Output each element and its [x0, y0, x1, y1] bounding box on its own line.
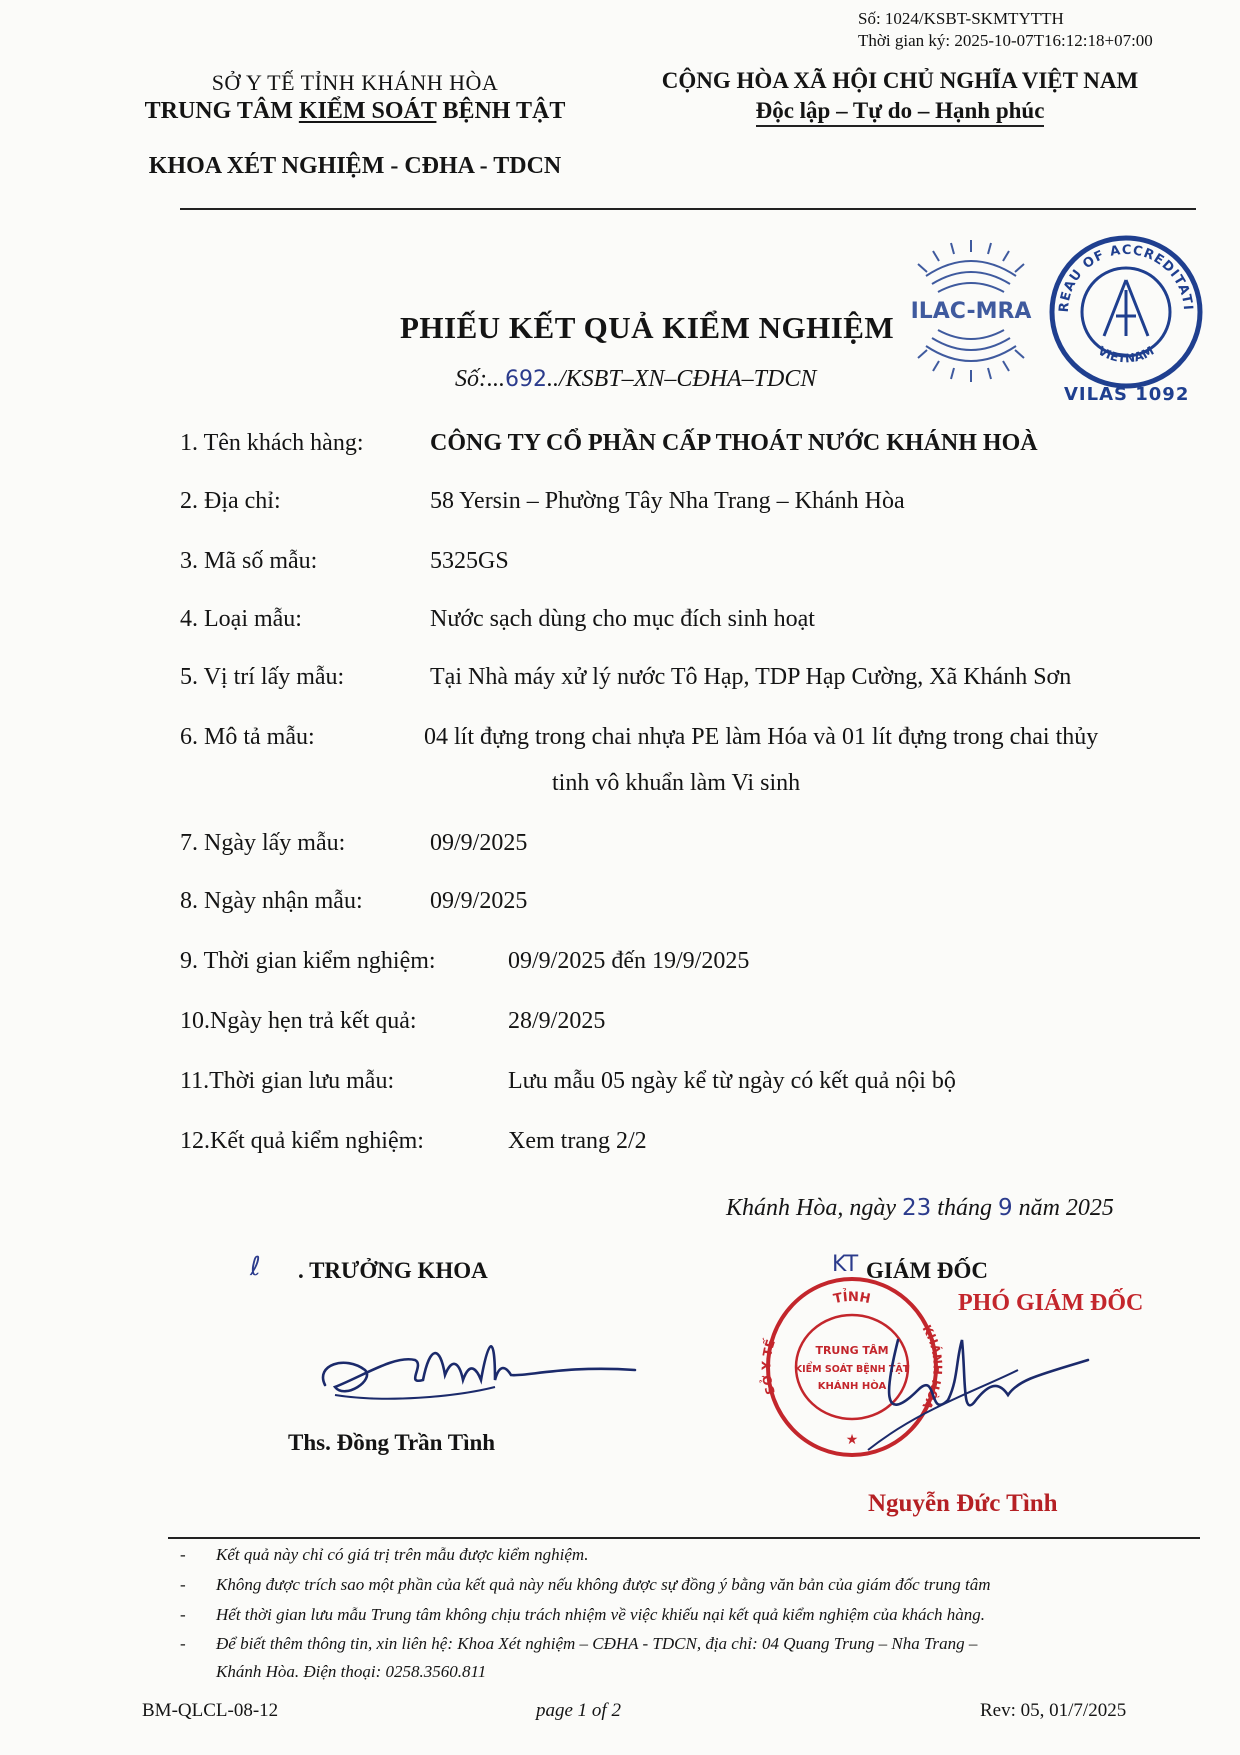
form-code: BM-QLCL-08-12 — [142, 1700, 279, 1721]
note-text: Kết quả này chỉ có giá trị trên mẫu được kiểm nghiệm. — [216, 1545, 589, 1564]
head-of-department-title: . TRƯỞNG KHOA — [298, 1258, 488, 1283]
center-name — [95, 98, 615, 125]
field-label: 7. Ngày lấy mẫu: — [180, 830, 346, 856]
field-label: 11.Thời gian lưu mẫu: — [180, 1068, 395, 1094]
seal-ring-right: KHÁNH HÒA — [919, 1322, 945, 1412]
deputy-director-signature — [858, 1320, 1098, 1460]
lab-department: KHOA XÉT NGHIỆM - CĐHA - TDCN — [148, 153, 562, 179]
note-text: Khánh Hòa. Điện thoại: 0258.3560.811 — [216, 1662, 487, 1681]
bureau-of-accreditation-seal — [1039, 221, 1206, 392]
deputy-director-title: PHÓ GIÁM ĐỐC — [958, 1290, 1144, 1316]
field-value: 58 Yersin – Phường Tây Nha Trang – Khánh Hòa — [430, 488, 905, 514]
place-date-prefix: Khánh Hòa, ngày — [726, 1195, 896, 1221]
header-divider — [180, 208, 1196, 210]
field-value: 09/9/2025 — [430, 830, 528, 856]
place-date-month: 9 — [997, 1195, 1013, 1221]
ilac-mra-logo — [896, 236, 1046, 386]
seal-ring-top: TỈNH — [832, 1289, 872, 1308]
field-value: 04 lít đựng trong chai nhựa PE làm Hóa và 01 lít đựng trong chai thủy — [424, 724, 1099, 750]
place-date-day: 23 — [902, 1195, 932, 1221]
digital-signature-number: Số: 1024/KSBT-SKMTYTTH — [858, 9, 1064, 28]
national-title: CỘNG HÒA XÃ HỘI CHỦ NGHĨA VIỆT NAM — [661, 68, 1139, 93]
center-name-suffix: BỆNH TẬT — [436, 98, 566, 124]
approval-mark: ℓ — [250, 1252, 261, 1282]
note-text: Để biết thêm thông tin, xin liên hệ: Khoa Xét nghiệm – CĐHA - TDCN, địa chỉ: 04 Quang Trung – Nha Trang – — [216, 1634, 978, 1653]
svg-text:TỈNH — [832, 1288, 871, 1307]
field-value: Xem trang 2/2 — [508, 1128, 647, 1154]
header-right — [630, 68, 1170, 127]
field-value: Tại Nhà máy xử lý nước Tô Hạp, TDP Hạp Cường, Xã Khánh Sơn — [430, 664, 1072, 690]
document-title: PHIẾU KẾT QUẢ KIỂM NGHIỆM — [400, 310, 895, 345]
director-title: GIÁM ĐỐC — [866, 1258, 989, 1283]
svg-text:★: ★ — [845, 1432, 859, 1448]
digital-signature — [858, 8, 1153, 52]
field-value: Lưu mẫu 05 ngày kể từ ngày có kết quả nội bộ — [508, 1068, 956, 1094]
svg-text:SỞ Y TẾ — [758, 1336, 779, 1396]
field-label: 10.Ngày hẹn trả kết quả: — [180, 1008, 417, 1034]
deputy-director-name: Nguyễn Đức Tình — [868, 1490, 1058, 1517]
field-value: 09/9/2025 — [430, 888, 528, 914]
field-label: 8. Ngày nhận mẫu: — [180, 888, 363, 914]
center-name-prefix: TRUNG TÂM — [144, 98, 299, 124]
field-label: 3. Mã số mẫu: — [180, 548, 318, 574]
field-label: 2. Địa chỉ: — [180, 488, 281, 514]
document-number-suffix: ../KSBT–XN–CĐHA–TDCN — [547, 366, 817, 392]
document-number — [455, 366, 816, 393]
page-indicator: page 1 of 2 — [536, 1700, 621, 1721]
field-label: 6. Mô tả mẫu: — [180, 724, 315, 750]
seal-center-line1: TRUNG TÂM — [815, 1344, 889, 1357]
field-value: 09/9/2025 đến 19/9/2025 — [508, 948, 750, 974]
vilas-number: VILAS 1092 — [1064, 384, 1190, 405]
head-of-department-signature — [305, 1325, 645, 1415]
on-behalf-initial: KT — [832, 1252, 859, 1277]
footer-divider — [168, 1537, 1200, 1539]
field-value: 28/9/2025 — [508, 1008, 606, 1034]
place-and-date — [726, 1195, 1114, 1222]
document-number-handwritten: 692 — [505, 367, 547, 392]
field-label: 1. Tên khách hàng: — [180, 430, 364, 456]
seal-center-line2: KIỂM SOÁT BỆNH TẬT — [794, 1364, 910, 1375]
revision: Rev: 05, 01/7/2025 — [980, 1700, 1127, 1721]
document-number-prefix: Số:... — [455, 366, 505, 392]
place-date-month-label: tháng — [937, 1195, 992, 1221]
national-motto: Độc lập – Tự do – Hạnh phúc — [756, 98, 1045, 127]
svg-text:VIETNAM — [1096, 344, 1157, 366]
field-label: 9. Thời gian kiểm nghiệm: — [180, 948, 436, 974]
head-of-department-name: Ths. Đồng Trần Tình — [288, 1430, 496, 1455]
note-text: Không được trích sao một phần của kết quả này nếu không được sự đồng ý bằng văn bản của giám đốc trung tâm — [216, 1575, 991, 1594]
bureau-ring-text: BUREAU OF ACCREDITATION — [1039, 221, 1196, 313]
place-date-year: năm 2025 — [1018, 1195, 1114, 1221]
center-name-underlined: KIỂM SOÁT — [298, 98, 437, 124]
department-of-health: SỞ Y TẾ TỈNH KHÁNH HÒA — [211, 70, 499, 95]
field-label: 12.Kết quả kiểm nghiệm: — [180, 1128, 424, 1154]
bureau-country-text: VIETNAM — [1095, 343, 1157, 366]
digital-signature-time: Thời gian ký: 2025-10-07T16:12:18+07:00 — [858, 31, 1153, 50]
field-value: 5325GS — [430, 548, 509, 574]
seal-center-line3: KHÁNH HÒA — [817, 1381, 887, 1392]
ilac-mra-text: ILAC-MRA — [910, 299, 1032, 324]
field-sample-description-line2: tinh vô khuẩn làm Vi sinh — [552, 770, 801, 796]
field-label: 5. Vị trí lấy mẫu: — [180, 664, 345, 690]
seal-ring-left: SỞ Y TẾ — [759, 1337, 779, 1397]
field-label: 4. Loại mẫu: — [180, 606, 302, 632]
header-left — [95, 70, 615, 180]
field-value: Nước sạch dùng cho mục đích sinh hoạt — [430, 606, 815, 632]
note-text: Hết thời gian lưu mẫu Trung tâm không chịu trách nhiệm về việc khiếu nại kết quả kiểm nghiệm của khách hàng. — [216, 1605, 986, 1624]
field-value: CÔNG TY CỔ PHẦN CẤP THOÁT NƯỚC KHÁNH HOÀ — [430, 430, 1038, 456]
